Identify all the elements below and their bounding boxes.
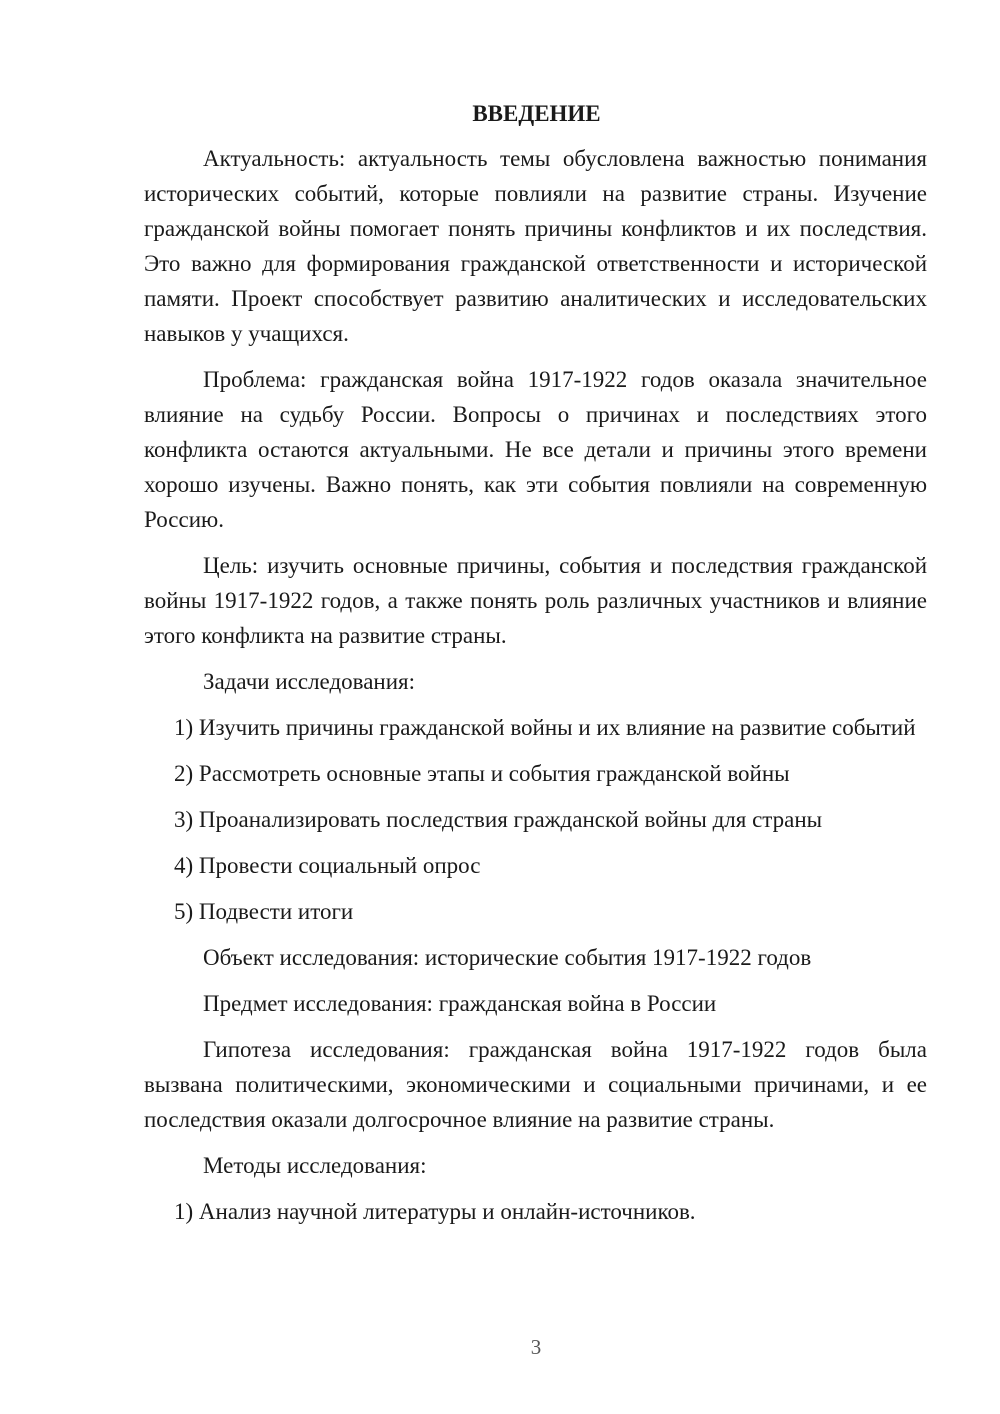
page-number: 3 — [530, 1335, 542, 1359]
task-item-4: 4) Провести социальный опрос — [174, 853, 481, 878]
problem-paragraph: Проблема: гражданская война 1917-1922 годов оказала значительное влияние на судьбу России. Вопросы о причинах и последствиях этого конфликта остаются актуальными. Не все детали и причины этого времени хорошо изучены. Важно понять, как эти события повлияли на современную Россию. — [144, 367, 927, 532]
methods-label: Методы исследования: — [203, 1153, 427, 1178]
hypothesis-paragraph: Гипотеза исследования: гражданская война 1917-1922 годов была вызвана политическими, экономическими и социальными причинами, и ее последствия оказали долгосрочное влияние на развитие страны. — [144, 1037, 927, 1132]
task-item-1: 1) Изучить причины гражданской войны и их влияние на развитие событий — [174, 715, 916, 740]
research-subject: Предмет исследования: гражданская война в России — [203, 991, 717, 1016]
page-content — [144, 96, 927, 1240]
task-item-2: 2) Рассмотреть основные этапы и события гражданской войны — [174, 761, 790, 786]
task-item-5: 5) Подвести итоги — [174, 899, 354, 924]
section-title: ВВЕДЕНИЕ — [472, 101, 601, 126]
goal-paragraph: Цель: изучить основные причины, события и последствия гражданской войны 1917-1922 годов, а также понять роль различных участников и влияние этого конфликта на развитие страны. — [144, 553, 927, 648]
method-item-1: 1) Анализ научной литературы и онлайн-источников. — [174, 1199, 696, 1224]
research-object: Объект исследования: исторические события 1917-1922 годов — [203, 945, 812, 970]
task-item-3: 3) Проанализировать последствия гражданской войны для страны — [174, 807, 823, 832]
tasks-label: Задачи исследования: — [203, 669, 416, 694]
relevance-paragraph: Актуальность: актуальность темы обусловлена важностью понимания исторических событий, которые повлияли на развитие страны. Изучение гражданской войны помогает понять причины конфликтов и их последствия. Это важно для формирования гражданской ответственности и исторической памяти. Проект способствует развитию аналитических и исследовательских навыков у учащихся. — [144, 146, 927, 346]
